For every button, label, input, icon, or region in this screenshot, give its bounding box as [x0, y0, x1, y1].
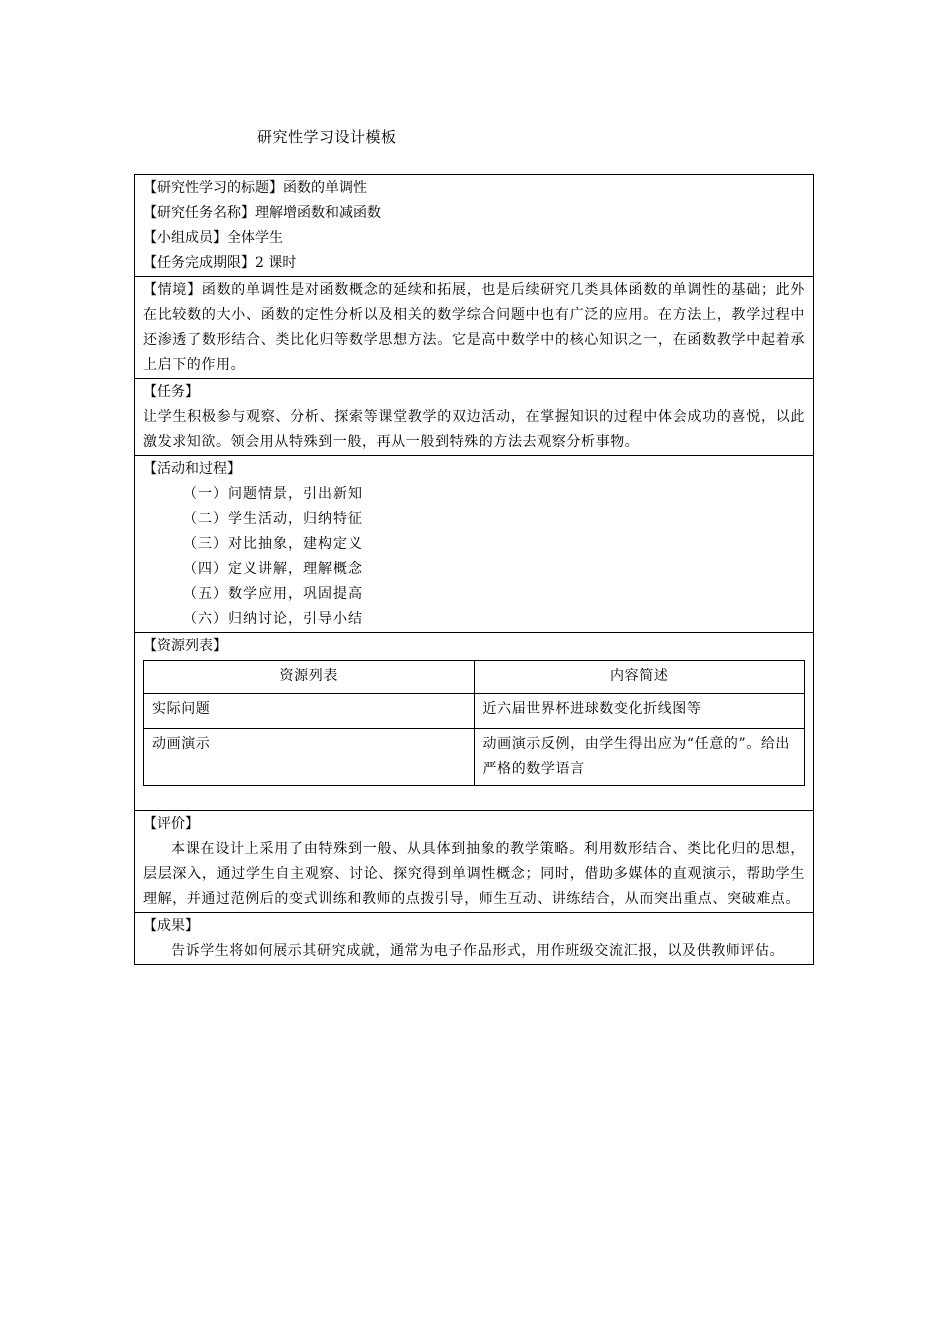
- column-header-resource: 资源列表: [144, 661, 475, 694]
- evaluation-section: [135, 810, 813, 912]
- outcome-section: [135, 912, 813, 964]
- activity-item: （六）归纳讨论，引导小结: [183, 611, 363, 627]
- activities-list: [143, 482, 805, 632]
- task-text: 让学生积极参与观察、分析、探索等课堂教学的双边活动，在掌握知识的过程中体会成功的喜悦，以此激发求知欲。领会用从特殊到一般，再从一般到特殊的方法去观察分析事物。: [143, 409, 805, 450]
- resources-table: [143, 660, 805, 786]
- group-members-line: 【小组成员】全体学生: [143, 230, 283, 246]
- task-section: [135, 378, 813, 455]
- activity-item: （四）定义讲解，理解概念: [183, 561, 363, 577]
- context-text: 函数的单调性是对函数概念的延续和拓展，也是后续研究几类具体函数的单调性的基础；此外在比较数的大小、函数的定性分析以及相关的数学综合问题中也有广泛的应用。在方法上，教学过程中还渗透了数形结合、类比化归等数学思想方法。它是高中数学中的核心知识之一，在函数教学中起着承上启下的作用。: [143, 282, 805, 373]
- table-header-row: [144, 661, 805, 694]
- outcome-text: 告诉学生将如何展示其研究成就，通常为电子作品形式，用作班级交流汇报，以及供教师评估。: [171, 943, 785, 959]
- document-title: 研究性学习设计模板: [257, 128, 397, 146]
- description-cell: 动画演示反例，由学生得出应为“任意的”。给出严格的数学语言: [474, 729, 805, 786]
- evaluation-text: 本课在设计上采用了由特殊到一般、从具体到抽象的教学策略。利用数形结合、类比化归的思想，层层深入，通过学生自主观察、讨论、探究得到单调性概念；同时，借助多媒体的直观演示，帮助学生理解，并通过范例后的变式训练和教师的点拨引导，师生互动、讲练结合，从而突出重点、突破难点。: [143, 841, 805, 907]
- study-title-line: 【研究性学习的标题】函数的单调性: [143, 180, 367, 196]
- context-section: [135, 276, 813, 378]
- activity-item: （五）数学应用，巩固提高: [183, 586, 363, 602]
- table-row: [144, 729, 805, 786]
- outcome-label: 【成果】: [143, 918, 199, 934]
- resource-cell: 动画演示: [144, 729, 475, 786]
- activity-item: （一）问题情景，引出新知: [183, 486, 363, 502]
- activities-label: 【活动和过程】: [143, 461, 241, 477]
- description-cell: 近六届世界杯进球数变化折线图等: [474, 694, 805, 729]
- resource-cell: 实际问题: [144, 694, 475, 729]
- activity-item: （二）学生活动，归纳特征: [183, 511, 363, 527]
- column-header-description: 内容简述: [474, 661, 805, 694]
- table-row: [144, 694, 805, 729]
- activity-item: （三）对比抽象，建构定义: [183, 536, 363, 552]
- activities-section: [135, 455, 813, 632]
- resources-section: [135, 632, 813, 810]
- header-section: [135, 175, 813, 276]
- evaluation-label: 【评价】: [143, 816, 199, 832]
- task-name-line: 【研究任务名称】理解增函数和减函数: [143, 205, 381, 221]
- task-label: 【任务】: [143, 384, 199, 400]
- context-label: 【情境】: [143, 282, 202, 298]
- deadline-line: 【任务完成期限】2 课时: [143, 255, 297, 271]
- resources-spacer: [143, 786, 805, 810]
- design-template-table: [134, 174, 814, 965]
- context-paragraph: [143, 278, 805, 378]
- resources-label: 【资源列表】: [143, 638, 227, 654]
